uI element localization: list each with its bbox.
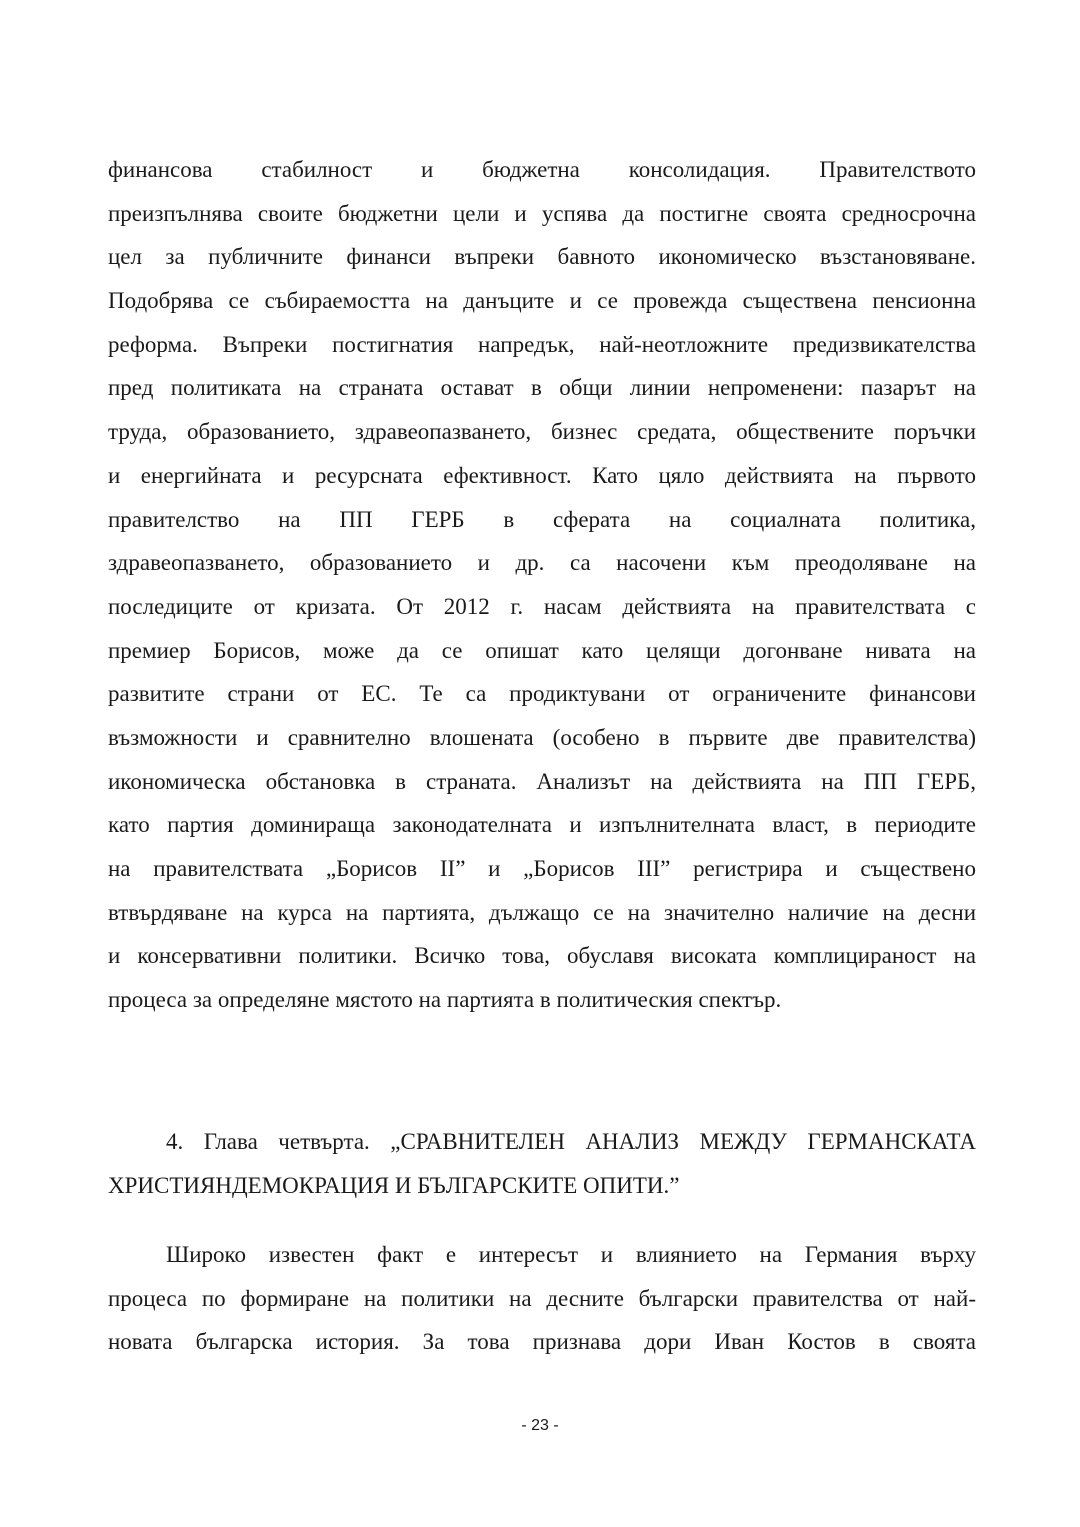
text-line: икономическа обстановка в страната. Анализът на действията на ПП ГЕРБ, — [108, 768, 976, 794]
text-line: пред политиката на страната остават в общи линии непроменени: пазарът на — [108, 375, 976, 401]
text-line: здравеопазването, образованието и др. са насочени към преодоляване на — [108, 550, 976, 576]
text-line: и енергийната и ресурсната ефективност. Като цяло действията на първото — [108, 462, 976, 488]
text-line: труда, образованието, здравеопазването, бизнес средата, обществените поръчки — [108, 419, 976, 445]
text-line: правителство на ПП ГЕРБ в сферата на социалната политика, — [108, 506, 976, 532]
text-line: на правителствата „Борисов II” и „Борисов III” регистрира и съществено — [108, 856, 976, 881]
text-line: новата българска история. За това признава дори Иван Костов в своята — [108, 1329, 976, 1355]
text-line: последиците от кризата. От 2012 г. насам действията на правителствата с — [108, 593, 976, 619]
text-line: премиер Борисов, може да се опишат като целящи догонване нивата на — [108, 637, 976, 663]
chapter-heading-line-2: ХРИСТИЯНДЕМОКРАЦИЯ И БЪЛГАРСКИТЕ ОПИТИ.” — [108, 1173, 680, 1198]
text-line: Подобрява се събираемостта на данъците и се провежда съществена пенсионна — [108, 288, 976, 314]
page-number: - 23 - — [521, 1417, 559, 1434]
text-line: цел за публичните финанси въпреки бавното икономическо възстановяване. — [108, 244, 976, 270]
text-line: възможности и сравнително влошената (особено в първите две правителства) — [108, 724, 976, 750]
text-line: Широко известен факт е интересът и влиянието на Германия върху — [166, 1242, 976, 1267]
text-line: процеса по формиране на политики на десните български правителства от най- — [108, 1285, 976, 1311]
paragraph-1 — [108, 148, 976, 1022]
text-line: процеса за определяне мястото на партията в политическия спектър. — [108, 987, 782, 1013]
text-line: като партия доминираща законодателната и изпълнителната власт, в периодите — [108, 812, 976, 838]
chapter-heading — [108, 1120, 976, 1208]
text-line: и консервативни политики. Всичко това, обуславя високата комплицираност на — [108, 943, 976, 969]
text-line: реформа. Въпреки постигнатия напредък, най-неотложните предизвикателства — [108, 331, 976, 357]
text-line: финансова стабилност и бюджетна консолидация. Правителството — [108, 157, 976, 182]
chapter-heading-line-1: 4. Глава четвърта. „СРАВНИТЕЛЕН АНАЛИЗ МЕЖДУ ГЕРМАНСКАТА — [166, 1129, 976, 1154]
text-line: развитите страни от ЕС. Те са продиктувани от ограничените финансови — [108, 681, 976, 707]
text-line: преизпълнява своите бюджетни цели и успява да постигне своята средносрочна — [108, 200, 976, 226]
paragraph-2 — [108, 1233, 976, 1364]
text-line: втвърдяване на курса на партията, дължащо се на значително наличие на десни — [108, 899, 976, 925]
